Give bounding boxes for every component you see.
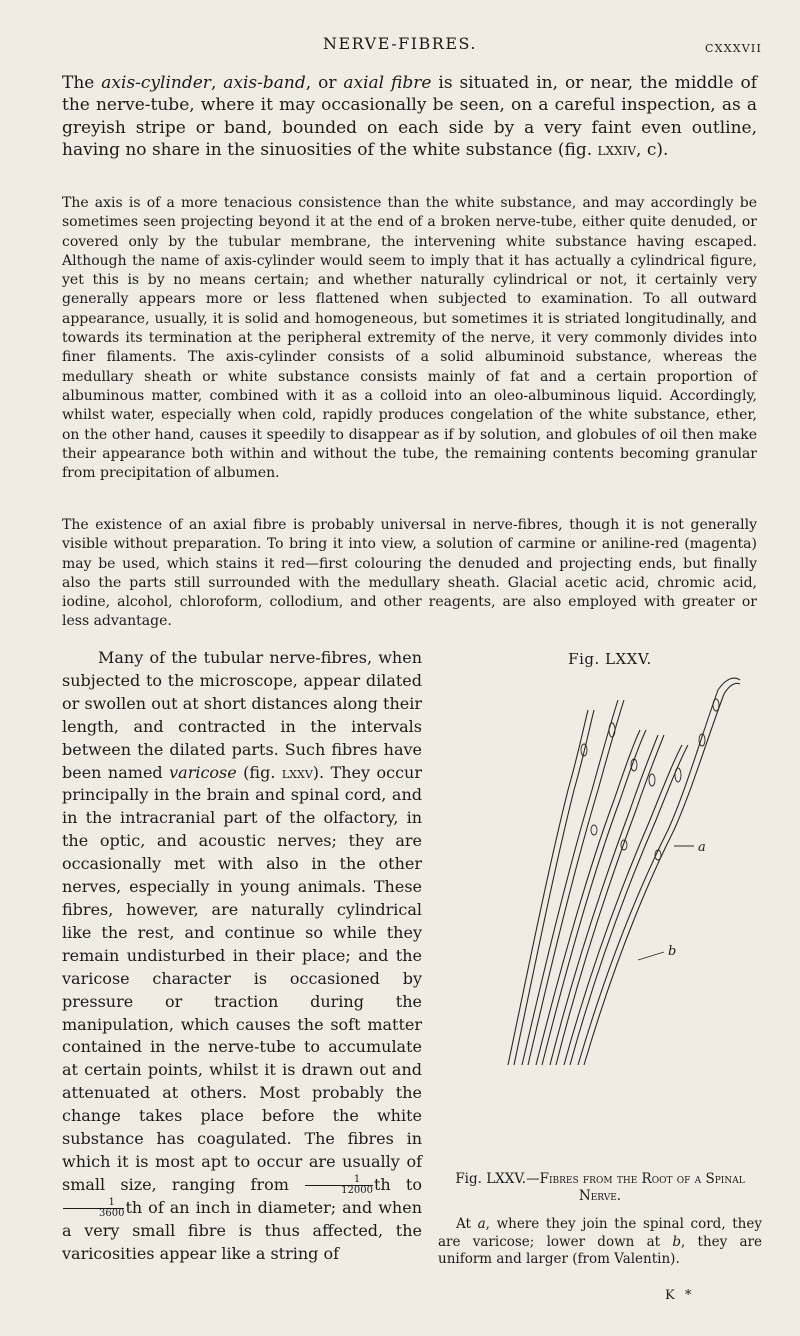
term-axis-band: axis-band [223, 73, 306, 93]
text-run: Many of the tubular nerve-fibres, when subjected to the microscope, appear dilated or swollen out at short distances along their length, and contracted in the intervals between the dilated parts. Such fibres have been named [62, 648, 422, 782]
fraction-denominator: 3600 [99, 1207, 125, 1219]
page-number: cxxxvii [705, 38, 762, 56]
text-run: th to [373, 1174, 422, 1194]
figure-caption-title [438, 1171, 762, 1205]
nerve-fibre-line [514, 710, 594, 1065]
text-run: At [456, 1216, 478, 1232]
nerve-fibre-line [508, 710, 588, 1065]
lead-paragraph [62, 72, 757, 162]
text-run: , or [305, 73, 344, 93]
text-run: , where they join the spinal cord, they are varicose; lower down at [438, 1216, 762, 1250]
term-varicose: varicose [169, 762, 237, 782]
varicosity [609, 723, 615, 737]
varicosity [713, 699, 719, 711]
varicosity [649, 774, 655, 786]
nerve-fibre-line [522, 700, 618, 1065]
text-run: The [62, 73, 102, 93]
figure-reference: lxxiv [597, 140, 637, 161]
text-run: , [210, 73, 224, 93]
nerve-fibre-line [556, 735, 664, 1065]
text-run: is situated in, or near, the middle of the nerve-tube, where it may occasionally be seen, on a careful inspection, as a greyish stripe or band, bounded on each side by a very faint even outline, having no share in the sinuosities of the white substance (fig. [62, 73, 758, 161]
label-a: a [698, 840, 706, 855]
caption-heading: Fibres from the Root of a Spinal Nerve. [539, 1171, 745, 1204]
caption-label-b: b [672, 1233, 681, 1250]
paragraph-axial-fibre-existence: The existence of an axial fibre is probably universal in nerve-fibres, though it is not generally visible without preparation. To bring it into view, a solution of carmine or aniline-red (magenta) may be used, which stains it red—first colouring the denuded and projecting ends, but finally also the parts still surrounded with the medullary sheath. Glacial acetic acid, chromic acid, iodine, alcohol, chloroform, collodium, and other reagents, are also employed with greater or less advantage. [62, 517, 757, 630]
pointer-line-b [638, 952, 664, 960]
fraction-denominator: 12000 [341, 1184, 373, 1196]
fraction-numerator: 1 [305, 1175, 373, 1186]
nerve-fibre-line [564, 745, 682, 1065]
nerve-fibres-illustration [488, 670, 758, 1070]
text-run: th of an inch in diameter; and when a very small fibre is thus affected, the varicosities appear like a string of [62, 1197, 422, 1263]
caption-lead: Fig. LXXV.— [455, 1171, 540, 1187]
varicosity [591, 825, 597, 835]
figure-caption-body [438, 1216, 762, 1269]
nerve-fibre-line [528, 700, 624, 1065]
text-run: , they are uniform and larger (from Valentin). [438, 1233, 762, 1267]
caption-label-a: a [477, 1216, 486, 1232]
figure-reference: lxxv [281, 762, 313, 782]
label-b: b [668, 944, 677, 959]
varicosity [675, 768, 681, 782]
fraction-1-3600 [63, 1198, 124, 1219]
text-run: (fig. [236, 762, 282, 782]
text-run: ). They occur principally in the brain and spinal cord, and in the intracranial part of the olfactory, in the optic, and acoustic nerves; they are occasionally met with also in the other nerves, especially in young animals. These fibres, however, are naturally cylindrical like the rest, and continue so while they remain undisturbed in their place; and the varicose character is occasioned by pressure or traction during the manipulation, which causes the soft matter contained in the nerve-tube to accumulate at certain points, whilst it is drawn out and attenuated at others. Most probably the change takes place before the white substance has coagulated. The fibres in which it is most apt to occur are usually of small size, ranging from [62, 762, 423, 1194]
paragraph-axis-consistence: The axis is of a more tenacious consistence than the white substance, and may accordingly be sometimes seen projecting beyond it at the end of a broken nerve-tube, either quite denuded, or covered only by the tubular membrane, the intervening white substance having escaped. Although the name of axis-cylinder would seem to imply that it has actually a cylindrical figure, yet this is by no means certain; and whether naturally cylindrical or not, it certainly very generally appears more or less flattened when subjected to examination. To all outward appearance, usually, it is solid and homogeneous, but sometimes it is striated longitudinally, and towards its termination at the peripheral extremity of the nerve, it very commonly divides into finer filaments. The axis-cylinder consists of a solid albuminoid substance, whereas the medullary sheath or white substance consists mainly of fat and a certain proportion of albuminous matter, combined with it as a colloid into an oleo-albuminous liquid. Accordingly, whilst water, especially when cold, rapidly produces congelation of the white substance, ether, on the other hand, causes it speedily to disappear as if by solution, and globules of oil then make their appearance both within and without the tube, the remaining contents becoming granular from precipitation of albumen. [62, 195, 757, 482]
running-title: NERVE-FIBRES. [323, 34, 477, 53]
paragraph-varicose-fibres [62, 647, 422, 1265]
text-run: , c). [636, 140, 669, 161]
term-axis-cylinder: axis-cylinder [101, 73, 211, 93]
fraction-1-12000 [305, 1175, 373, 1196]
figure-title: Fig. LXXV. [568, 650, 652, 668]
nerve-fibre-line [570, 745, 688, 1065]
printer-signature: K * [665, 1288, 695, 1303]
fraction-numerator: 1 [63, 1198, 124, 1209]
term-axial-fibre: axial fibre [343, 73, 432, 93]
running-head [0, 34, 800, 56]
